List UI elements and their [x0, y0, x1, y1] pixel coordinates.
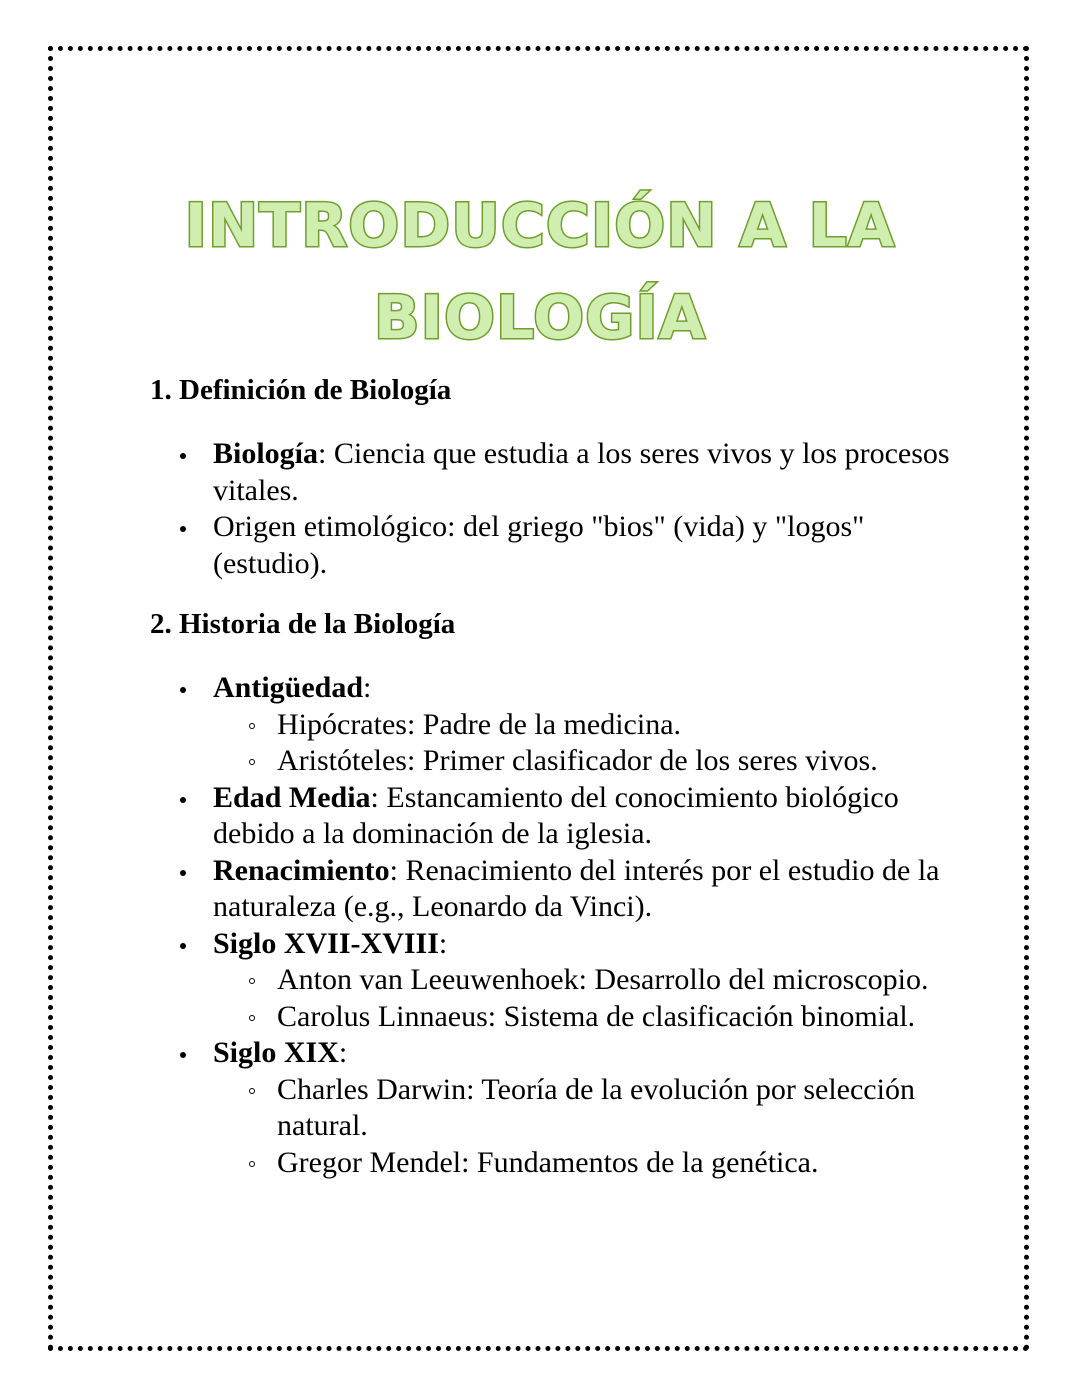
list-item: [150, 670, 950, 780]
item-term: Antigüedad: [213, 671, 364, 704]
sub-item-text: Anton van Leeuwenhoek: Desarrollo del microscopio.: [277, 963, 929, 996]
hollow-bullet-icon: [249, 1015, 255, 1021]
item-term: Edad Media: [213, 780, 371, 814]
document-body: [150, 370, 950, 1181]
title-line-2: BIOLOGÍA: [373, 283, 707, 354]
item-term: Renacimiento: [213, 853, 390, 887]
item-text: Renacimiento del interés por el estudio de la naturaleza (e.g., Leonardo da Vinci).: [213, 853, 940, 923]
item-text: Estancamiento del conocimiento biológico debido a la dominación de la iglesia.: [213, 780, 899, 850]
list-item: [150, 780, 950, 853]
sub-item-text: Gregor Mendel: Fundamentos de la genética.: [277, 1145, 819, 1179]
list-item: [150, 436, 950, 509]
item-separator: :: [389, 853, 398, 887]
bullet-dot-icon: [180, 870, 186, 876]
sub-item-text: Charles Darwin: Teoría de la evolución por selección natural.: [277, 1072, 915, 1142]
list-item: [150, 853, 950, 926]
item-term: Biología: [213, 437, 319, 470]
hollow-bullet-icon: [249, 759, 255, 765]
bullet-dot-icon: [180, 526, 186, 532]
list-item: [150, 1035, 950, 1181]
bullet-dot-icon: [180, 797, 186, 803]
sub-list-item: [213, 707, 950, 744]
item-term: Siglo XIX: [213, 1036, 339, 1069]
title-line-1: INTRODUCCIÓN A LA: [184, 191, 896, 262]
sub-item-text: Hipócrates: Padre de la medicina.: [277, 707, 682, 741]
bullet-dot-icon: [180, 687, 186, 693]
sub-list-item: [213, 1072, 950, 1145]
list-item: [150, 509, 950, 582]
bullet-dot-icon: [180, 943, 186, 949]
item-separator: :: [438, 926, 448, 960]
sub-list-item: [213, 999, 950, 1036]
hollow-bullet-icon: [249, 1161, 255, 1167]
item-separator: :: [318, 437, 327, 470]
section-heading-definition: 1. Definición de Biología: [150, 374, 452, 406]
item-term: Siglo XVII-XVIII: [213, 926, 439, 960]
sub-list-item: [213, 1145, 950, 1182]
history-list: [150, 670, 950, 1181]
item-text: Origen etimológico: del griego "bios" (vida) y "logos" (estudio).: [213, 510, 865, 580]
bullet-dot-icon: [180, 453, 186, 459]
section-heading-history: 2. Historia de la Biología: [150, 608, 456, 640]
list-item: [150, 926, 950, 1036]
definition-list: [150, 436, 950, 582]
item-separator: :: [338, 1036, 348, 1069]
sub-list-item: [213, 743, 950, 780]
hollow-bullet-icon: [249, 723, 255, 729]
sub-item-text: Aristóteles: Primer clasificador de los seres vivos.: [277, 744, 878, 777]
hollow-bullet-icon: [249, 978, 255, 984]
sub-list: [213, 1072, 950, 1182]
item-separator: :: [363, 671, 372, 704]
item-separator: :: [370, 780, 379, 814]
item-text: Ciencia que estudia a los seres vivos y los procesos vitales.: [213, 437, 950, 507]
sub-list-item: [213, 962, 950, 999]
sub-list: [213, 707, 950, 780]
sub-item-text: Carolus Linnaeus: Sistema de clasificación binomial.: [277, 999, 916, 1033]
hollow-bullet-icon: [249, 1088, 255, 1094]
sub-list: [213, 962, 950, 1035]
page-title: [0, 180, 1080, 364]
bullet-dot-icon: [180, 1052, 186, 1058]
